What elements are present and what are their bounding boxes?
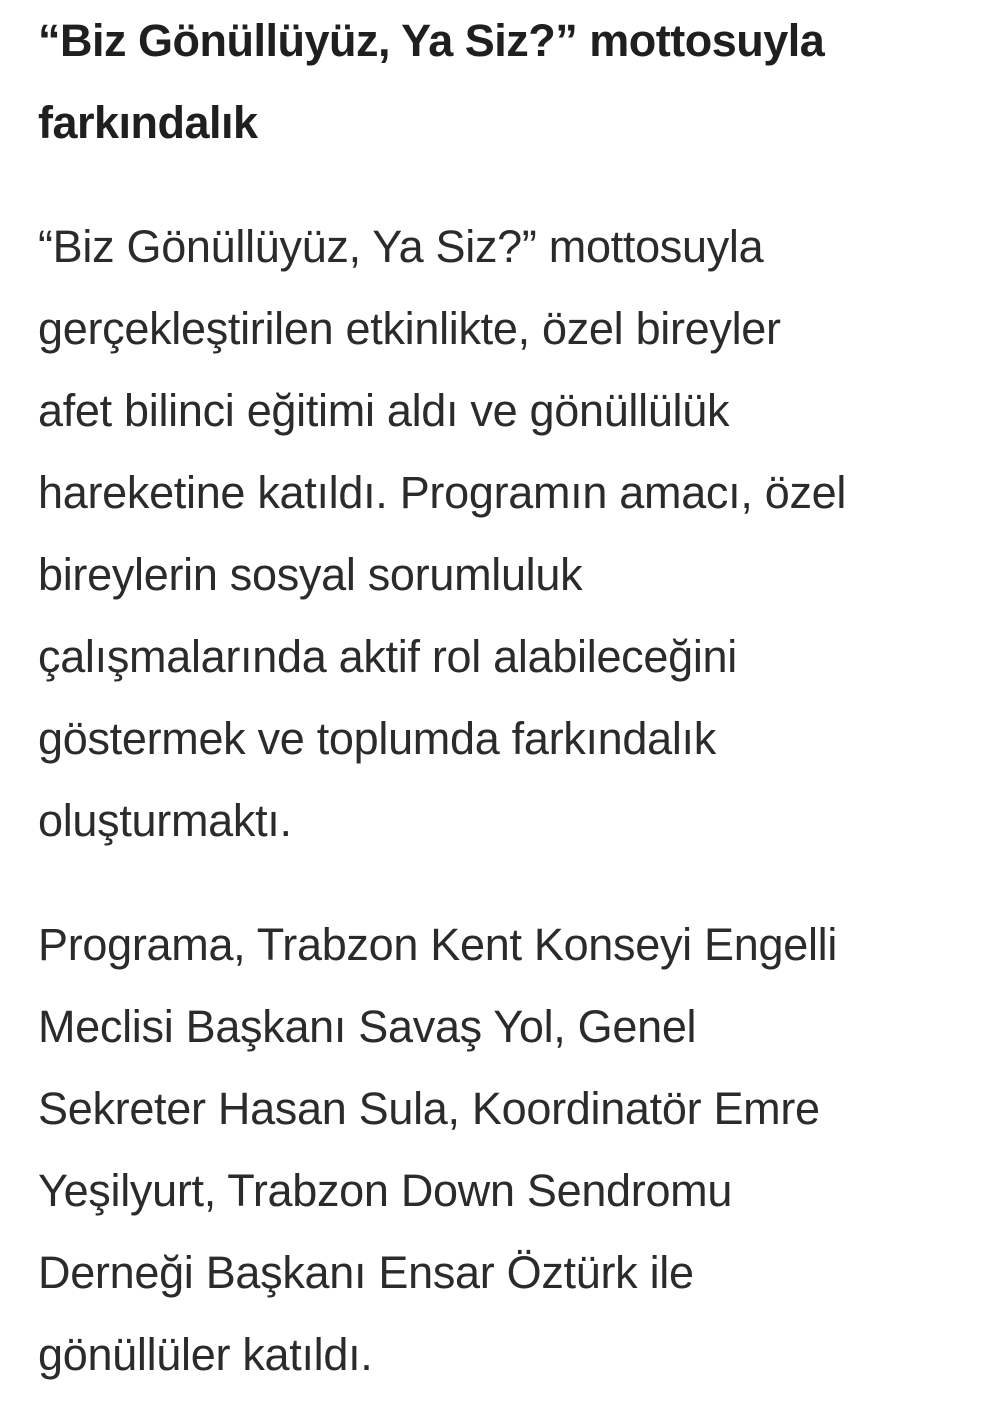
- paragraph-line: “Biz Gönüllüyüz, Ya Siz?” mottosuyla: [38, 221, 764, 272]
- paragraph-line: Yeşilyurt, Trabzon Down Sendromu: [38, 1165, 733, 1216]
- paragraph-line: göstermek ve toplumda farkındalık: [38, 713, 716, 764]
- paragraph-line: Programa, Trabzon Kent Konseyi Engelli: [38, 919, 838, 970]
- article-title-line: farkındalık: [38, 97, 258, 148]
- paragraph-line: oluşturmaktı.: [38, 795, 292, 846]
- paragraph-line: afet bilinci eğitimi aldı ve gönüllülük: [38, 385, 730, 436]
- paragraph-line: gönüllüler katıldı.: [38, 1329, 373, 1380]
- paragraph-line: Meclisi Başkanı Savaş Yol, Genel: [38, 1001, 697, 1052]
- paragraph-line: Derneği Başkanı Ensar Öztürk ile: [38, 1247, 694, 1298]
- article-title: [38, 0, 960, 164]
- article-title-line: “Biz Gönüllüyüz, Ya Siz?” mottosuyla: [38, 15, 825, 66]
- article-paragraph-1: [38, 206, 960, 862]
- paragraph-line: gerçekleştirilen etkinlikte, özel bireyler: [38, 303, 781, 354]
- article-paragraph-2: [38, 904, 960, 1396]
- paragraph-line: hareketine katıldı. Programın amacı, özel: [38, 467, 847, 518]
- paragraph-line: çalışmalarında aktif rol alabileceğini: [38, 631, 737, 682]
- paragraph-line: Sekreter Hasan Sula, Koordinatör Emre: [38, 1083, 820, 1134]
- paragraph-line: bireylerin sosyal sorumluluk: [38, 549, 583, 600]
